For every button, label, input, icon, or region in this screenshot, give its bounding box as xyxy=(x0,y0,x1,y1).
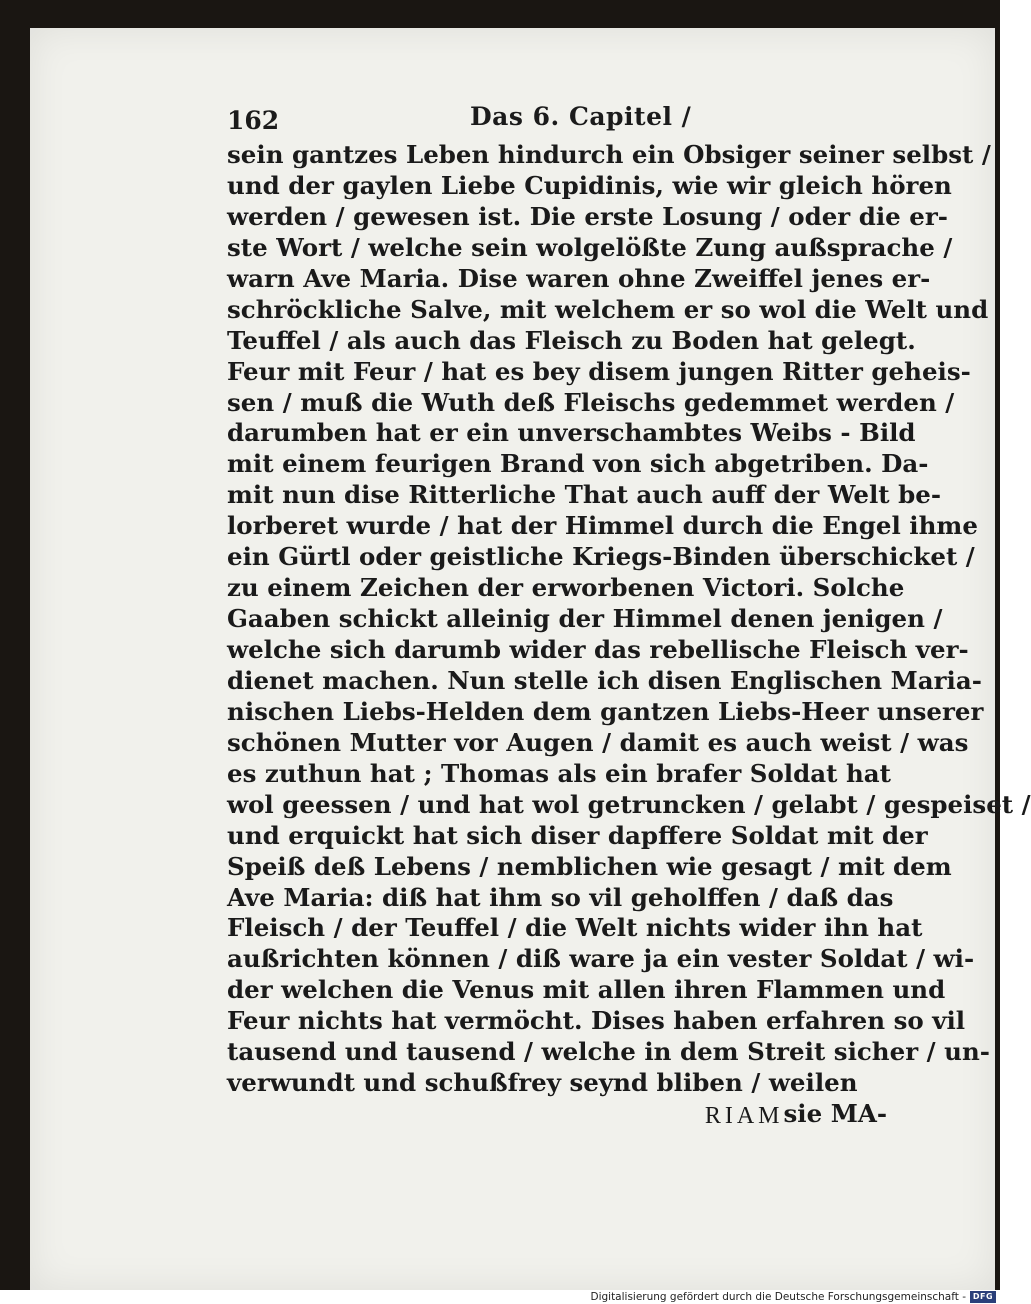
text-line: nischen Liebs-Helden dem gantzen Liebs-Heer unserer xyxy=(227,696,984,726)
dfg-logo: DFG xyxy=(970,1291,996,1303)
text-line: mit nun dise Ritterliche That auch auff der Welt be- xyxy=(227,480,941,510)
text-line: Feur mit Feur / hat es bey disem jungen Ritter geheis- xyxy=(227,356,971,386)
text-line: darumben hat er ein unverschambtes Weibs - Bild xyxy=(227,418,916,448)
text-line: es zuthun hat ; Thomas als ein brafer Soldat hat xyxy=(227,758,891,788)
footer-bar xyxy=(0,1290,1000,1304)
text-line: Teuffel / als auch das Fleisch zu Boden hat gelegt. xyxy=(227,325,916,355)
text-line: wol geessen / und hat wol getruncken / gelabt / gespeiset / xyxy=(227,789,1031,819)
last-line-tail: sie MA- xyxy=(783,1099,887,1129)
text-line: Fleisch / der Teuffel / die Welt nichts wider ihn hat xyxy=(227,913,923,943)
text-line: lorberet wurde / hat der Himmel durch die Engel ihme xyxy=(227,511,978,541)
text-line: warn Ave Maria. Dise waren ohne Zweiffel jenes er- xyxy=(227,263,931,293)
text-line: ein Gürtl oder geistliche Kriegs-Binden überschicket / xyxy=(227,542,975,572)
text-line: schönen Mutter vor Augen / damit es auch weist / was xyxy=(227,727,969,757)
text-line: werden / gewesen ist. Die erste Losung / oder die er- xyxy=(227,201,948,231)
text-line: und erquickt hat sich diser dapffere Soldat mit der xyxy=(227,820,928,850)
running-head: Das 6. Capitel / xyxy=(470,102,692,131)
footer-credit: Digitalisierung gefördert durch die Deutsche Forschungsgemeinschaft - xyxy=(590,1291,966,1303)
text-line: sein gantzes Leben hindurch ein Obsiger seiner selbst / xyxy=(227,140,991,169)
page-header xyxy=(227,100,887,140)
page-number: 162 xyxy=(227,106,280,135)
text-line: und der gaylen Liebe Cupidinis, wie wir gleich hören xyxy=(227,170,952,200)
last-line-text: verwundt und schußfrey seynd bliben / weilen xyxy=(227,1068,858,1098)
text-line: tausend und tausend / welche in dem Streit sicher / un- xyxy=(227,1037,990,1067)
page-content xyxy=(227,100,1031,1133)
text-line: außrichten können / diß ware ja ein vester Soldat / wi- xyxy=(227,944,975,974)
text-line: Feur nichts hat vermöcht. Dises haben erfahren so vil xyxy=(227,1006,966,1036)
text-line: Gaaben schickt alleinig der Himmel denen jenigen / xyxy=(227,604,943,634)
text-line: sen / muß die Wuth deß Fleischs gedemmet werden / xyxy=(227,387,955,417)
text-line: dienet machen. Nun stelle ich disen Englischen Maria- xyxy=(227,665,982,695)
text-line: zu einem Zeichen der erworbenen Victori. Solche xyxy=(227,573,905,603)
text-line: Ave Maria: diß hat ihm so vil geholffen / daß das xyxy=(227,882,894,912)
text-line: ste Wort / welche sein wolgelößte Zung außsprache / xyxy=(227,232,953,262)
text-line: Speiß deß Lebens / nemblichen wie gesagt / mit dem xyxy=(227,851,952,881)
text-line: der welchen die Venus mit allen ihren Flammen und xyxy=(227,975,946,1005)
text-line: welche sich darumb wider das rebellische Fleisch ver- xyxy=(227,635,969,664)
text-line: mit einem feurigen Brand von sich abgetriben. Da- xyxy=(227,449,929,479)
text-line: schröckliche Salve, mit welchem er so wol die Welt und xyxy=(227,294,989,324)
catchword: RIAM xyxy=(704,1103,784,1130)
